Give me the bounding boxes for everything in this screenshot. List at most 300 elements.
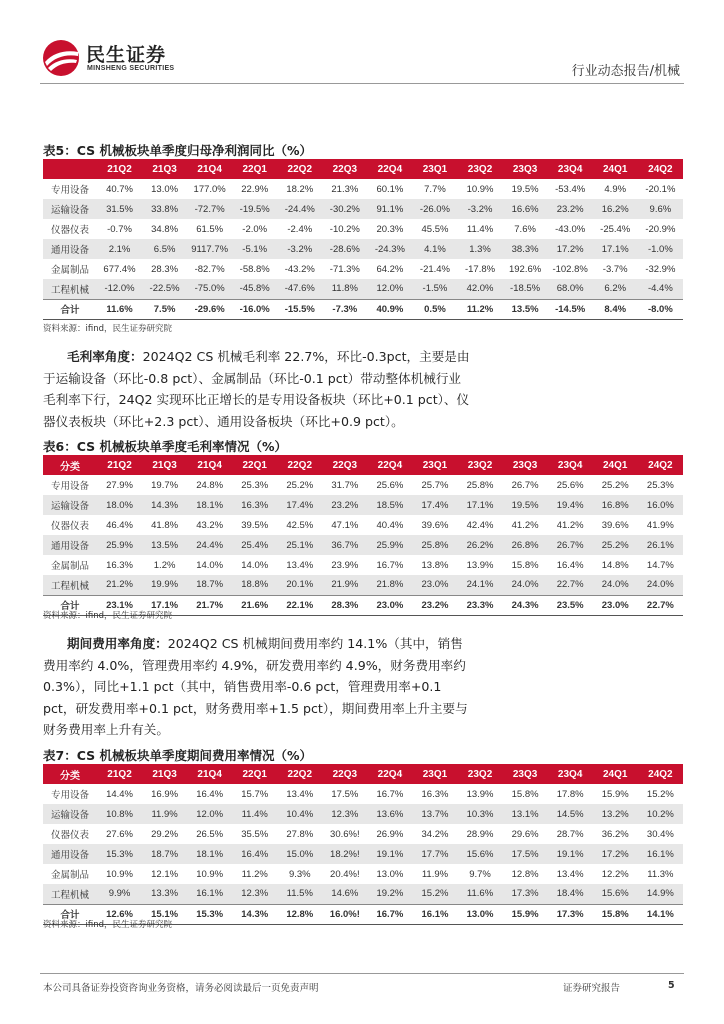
table-cell: 24.0% [638,575,683,595]
table-cell: 18.1% [187,844,232,864]
table-cell: 24.8% [196,479,224,491]
table-cell: 24.4% [187,535,232,555]
table-cell: 24.0% [503,575,548,595]
table-header-row [43,455,683,475]
table-cell: 64.2% [376,263,404,275]
table-cell: 46.4% [106,519,133,531]
table-row [43,515,683,535]
table-cell: 27.9% [106,479,133,491]
table-cell: 35.5% [241,828,269,840]
column-header-quarter: 21Q3 [142,455,187,475]
paragraph-lead: 期间费用率角度： [67,636,168,651]
table-cell: 23.2% [412,595,457,615]
column-header-quarter: 22Q3 [322,455,367,475]
table-cell: 18.4% [548,884,593,904]
table-cell: 11.4% [466,223,494,235]
row-label: 专用设备 [50,481,89,492]
table-cell: 17.7% [412,844,457,864]
row-label: 仪器仪表 [50,521,89,532]
table-cell: 16.7% [367,904,412,924]
table-row [43,279,683,299]
table-cell: -29.6% [187,299,232,319]
table-cell: -53.4% [555,183,586,195]
table-cell: 10.9% [196,868,224,880]
table-cell: 41.9% [646,519,674,531]
table-cell: 17.2% [593,844,638,864]
table-cell: 25.4% [232,535,277,555]
table-cell: 14.1% [638,904,683,924]
row-label: 运输设备 [43,804,97,824]
table-cell: 16.8% [593,495,638,515]
table-cell: -18.5% [503,279,548,299]
table-row [43,475,683,495]
table-cell: -47.6% [277,279,322,299]
table-cell: 39.5% [241,519,269,531]
table-cell: 13.3% [142,884,187,904]
table-cell: 677.4% [103,263,136,275]
row-label: 合计 [43,595,97,615]
table-cell: 15.2% [412,884,457,904]
table-cell: 41.2% [556,519,584,531]
column-header-quarter: 21Q4 [187,764,232,784]
table-cell: 12.0% [187,804,232,824]
table-cell: 13.4% [286,559,314,571]
table-cell: -3.2% [458,199,503,219]
column-header-quarter: 23Q1 [412,159,457,179]
table-cell: 9.6% [638,199,683,219]
row-label: 工程机械 [43,279,97,299]
footer-divider [40,973,684,974]
table-cell: 16.9% [151,788,179,800]
column-header-quarter: 23Q4 [548,159,593,179]
table-cell: 13.0% [458,904,503,924]
column-header-quarter: 21Q2 [97,455,142,475]
table-cell: 42.5% [286,519,314,531]
table-header-row [43,159,683,179]
table-cell: 20.4%! [330,868,360,880]
column-header-quarter: 22Q3 [322,764,367,784]
table-cell: 14.3% [142,495,187,515]
table7-title: 表7：CS 机械板块单季度期间费用率情况（%） [43,748,312,763]
table-cell: 17.8% [556,788,584,800]
table-cell: 25.2% [601,479,629,491]
table-cell: 60.1% [376,183,404,195]
table-cell: 17.2% [548,239,593,259]
table-cell: 10.8% [97,804,142,824]
table6 [43,455,683,616]
table-cell: 11.3% [647,868,674,880]
table-cell: 16.1% [638,844,683,864]
column-header-quarter: 23Q2 [458,455,503,475]
table-cell: 25.6% [376,479,404,491]
table-cell: 16.0%! [322,904,367,924]
table-cell: 26.7% [511,479,539,491]
table-cell: 22.7% [638,595,683,615]
table-cell: 10.3% [458,804,503,824]
table-cell: 17.1% [593,239,638,259]
column-header-quarter: 23Q3 [503,455,548,475]
table-cell: 26.2% [458,535,503,555]
table-cell: 13.1% [503,804,548,824]
column-header-quarter: 24Q1 [593,159,638,179]
table-cell: 23.1% [97,595,142,615]
table-cell: 17.4% [277,495,322,515]
row-label: 工程机械 [43,884,97,904]
table-cell: 17.1% [142,595,187,615]
table-cell: 24.1% [458,575,503,595]
table-cell: 23.2% [322,495,367,515]
table-cell: -102.8% [552,263,588,275]
table-cell: 11.2% [458,299,503,319]
column-header-quarter: 24Q2 [638,455,683,475]
table-cell: 13.0% [151,183,179,195]
page-header [40,38,684,84]
table-cell: 39.6% [421,519,449,531]
table-cell: 13.4% [286,788,314,800]
table-cell: 16.3% [421,788,449,800]
table-cell: 47.1% [331,519,359,531]
table-cell: 16.7% [376,788,404,800]
table-cell: 18.7% [187,575,232,595]
table5 [43,159,683,320]
table-cell: -26.0% [412,199,457,219]
table-cell: 16.2% [593,199,638,219]
column-header-quarter: 21Q2 [97,764,142,784]
table-cell: 26.9% [376,828,404,840]
table-cell: -82.7% [194,263,225,275]
table-cell: 43.2% [196,519,224,531]
table-cell: 15.8% [511,788,539,800]
table-cell: 39.6% [601,519,629,531]
table-cell: -32.9% [645,263,676,275]
table-cell: 7.7% [424,183,446,195]
table-cell: -3.7% [602,263,628,275]
table-cell: 17.1% [458,495,503,515]
column-header-quarter: 23Q2 [458,764,503,784]
column-header-quarter: 24Q1 [593,455,638,475]
table-total-row [43,299,683,319]
column-header-quarter: 22Q1 [232,455,277,475]
table-cell: -3.2% [277,239,322,259]
table-cell: 22.7% [548,575,593,595]
table-cell: 16.6% [503,199,548,219]
table-cell: -4.4% [638,279,683,299]
table-cell: 11.8% [322,279,367,299]
column-header-quarter: 23Q1 [412,764,457,784]
table-cell: 23.9% [331,559,359,571]
table-cell: 13.2% [593,804,638,824]
table-cell: 14.5% [548,804,593,824]
table-cell: -14.5% [548,299,593,319]
table-cell: 7.6% [514,223,536,235]
table-cell: 15.8% [593,904,638,924]
footer-label: 证券研究报告 [563,983,621,994]
paragraph-text: 2024Q2 CS 机械期间费用率约 14.1%（其中，销售费用率约 4.0%，管理费用率约 4.9%，研发费用率约 4.9%，财务费用率约 0.3%），同比+1.1 pct（其中，销售费用率-0.6 pct，管理费用率+0.1 pct，研发费用率+0.1 pct，财务费用率+1.5 pct），期间费用率上升主要与财务费用率上升有关。 [43,636,468,737]
table-cell: -75.0% [187,279,232,299]
table-cell: 34.2% [421,828,449,840]
table-cell: -8.0% [638,299,683,319]
table-cell: 13.9% [466,559,494,571]
table-cell: 29.6% [511,828,539,840]
table-cell: 14.3% [232,904,277,924]
table-cell: -24.3% [367,239,412,259]
table-cell: -72.7% [187,199,232,219]
table-cell: 19.1% [367,844,412,864]
table-row [43,239,683,259]
minsheng-logo-icon [40,38,82,78]
table-cell: 25.9% [97,535,142,555]
table-cell: 41.2% [511,519,539,531]
table-cell: 23.0% [593,595,638,615]
paragraph-lead: 毛利率角度： [67,349,143,364]
table-cell: 13.4% [556,868,584,880]
table-cell: 22.9% [241,183,269,195]
row-label: 通用设备 [43,535,97,555]
table-cell: 17.3% [503,884,548,904]
table-cell: 19.4% [548,495,593,515]
table-cell: 12.0% [367,279,412,299]
column-header-category: 分类 [43,455,97,475]
table-cell: -15.5% [277,299,322,319]
table-cell: 13.9% [466,788,494,800]
table-cell: -71.3% [329,263,360,275]
table-cell: 61.5% [196,223,224,235]
table-cell: 14.0% [241,559,269,571]
table-cell: 11.9% [142,804,187,824]
table-cell: -25.4% [600,223,631,235]
table-cell: 25.9% [367,535,412,555]
table-cell: 15.2% [646,788,674,800]
table7 [43,764,683,925]
row-label: 专用设备 [50,790,89,801]
table-cell: -0.7% [107,223,132,235]
table5-title: 表5：CS 机械板块单季度归母净利润同比（%） [43,143,312,158]
table-cell: -58.8% [239,263,270,275]
table-cell: 12.3% [322,804,367,824]
table-cell: 9117.7% [187,239,232,259]
table-cell: 177.0% [193,183,226,195]
table-cell: 42.4% [466,519,494,531]
column-header-quarter: 21Q3 [142,764,187,784]
table-cell: 13.0% [376,868,404,880]
column-header-quarter: 24Q2 [638,764,683,784]
company-logo [40,38,220,80]
logo-cn-text: 民生证券 [86,44,167,66]
table-cell: 24.0% [593,575,638,595]
table-cell: 40.9% [367,299,412,319]
column-header-quarter: 22Q2 [277,764,322,784]
page-number: 5 [668,980,675,991]
table-row [43,824,683,844]
table-cell: -20.1% [645,183,676,195]
table-cell: 34.8% [151,223,179,235]
column-header-quarter: 22Q4 [367,455,412,475]
table-cell: 25.1% [277,535,322,555]
table-row [43,784,683,804]
table-cell: 11.2% [241,868,268,880]
table-cell: 28.7% [556,828,584,840]
table-cell: -17.8% [464,263,496,275]
row-label: 通用设备 [43,844,97,864]
table-cell: 36.2% [601,828,629,840]
table-cell: 13.6% [367,804,412,824]
table-cell: 15.3% [97,844,142,864]
table-cell: 6.5% [142,239,187,259]
column-header-quarter: 23Q4 [548,764,593,784]
table-cell: 23.3% [458,595,503,615]
table-cell: 12.8% [277,904,322,924]
table-cell: 40.7% [106,183,133,195]
column-header-quarter: 23Q3 [503,764,548,784]
row-label: 仪器仪表 [50,225,89,236]
column-header-quarter: 23Q1 [412,455,457,475]
table-cell: 25.3% [646,479,674,491]
table-cell: 15.9% [601,788,629,800]
row-label: 通用设备 [43,239,97,259]
table-cell: 9.7% [469,868,491,880]
table-cell: 68.0% [548,279,593,299]
table-cell: -30.2% [322,199,367,219]
table-cell: 30.6%! [330,828,360,840]
table-cell: 14.8% [601,559,629,571]
table-cell: 13.5% [142,535,187,555]
table-cell: 15.3% [187,904,232,924]
table5-source: 资料来源：ifind，民生证券研究院 [43,324,172,334]
table-cell: 16.4% [196,788,224,800]
table-cell: 22.1% [277,595,322,615]
table-cell: -1.0% [638,239,683,259]
table-cell: 10.4% [277,804,322,824]
table-cell: 12.6% [97,904,142,924]
table-cell: 14.6% [322,884,367,904]
table-cell: -43.0% [555,223,586,235]
table-row [43,804,683,824]
table-cell: 14.4% [106,788,133,800]
column-header-category [43,159,97,179]
table-cell: 20.3% [376,223,404,235]
table-cell: 18.2% [286,183,314,195]
table-cell: 40.4% [376,519,404,531]
table-cell: 15.1% [142,904,187,924]
column-header-quarter: 22Q1 [232,159,277,179]
table-cell: -5.1% [232,239,277,259]
column-header-quarter: 23Q2 [458,159,503,179]
table-row [43,259,683,279]
column-header-quarter: 22Q3 [322,159,367,179]
table-cell: 16.3% [232,495,277,515]
table-cell: 17.4% [412,495,457,515]
table-cell: 21.8% [367,575,412,595]
table-cell: 26.7% [548,535,593,555]
table-cell: 21.7% [187,595,232,615]
footer-disclaimer: 本公司具备证券投资咨询业务资格，请务必阅读最后一页免责声明 [43,983,319,994]
column-header-quarter: 24Q1 [593,764,638,784]
table-cell: 16.4% [232,844,277,864]
column-header-category: 分类 [43,764,97,784]
row-label: 合计 [43,904,97,924]
table-cell: 19.5% [511,183,539,195]
table-cell: 17.5% [331,788,359,800]
table-cell: -43.2% [284,263,315,275]
table-row [43,884,683,904]
table-cell: 19.1% [548,844,593,864]
table-cell: 16.3% [106,559,133,571]
table-row [43,535,683,555]
table-cell: 17.3% [548,904,593,924]
table-row [43,495,683,515]
table-cell: 16.0% [638,495,683,515]
row-label: 金属制品 [50,561,89,572]
table-cell: 16.7% [376,559,404,571]
paragraph-text: 2024Q2 CS 机械毛利率 22.7%，环比-0.3pct，主要是由于运输设备（环比-0.8 pct）、金属制品（环比-0.1 pct）带动整体机械行业毛利率下行，24Q2 实现环比正增长的是专用设备板块（环比+0.1 pct）、仪器仪表板块（环比+2.3 pct）、通用设备板块（环比+0.9 pct）。 [43,349,470,429]
table-cell: 9.3% [288,868,311,880]
table-cell: 30.4% [646,828,674,840]
table-cell: 14.0% [196,559,224,571]
table-cell: 11.6% [458,884,503,904]
table-cell: 20.1% [277,575,322,595]
table-cell: 91.1% [367,199,412,219]
table-cell: 10.2% [638,804,683,824]
table-cell: 13.5% [503,299,548,319]
table-cell: 26.1% [638,535,683,555]
row-label: 专用设备 [50,185,89,196]
table-cell: -2.4% [287,223,313,235]
column-header-quarter: 23Q4 [548,455,593,475]
table-cell: 14.7% [646,559,674,571]
table-cell: 1.3% [458,239,503,259]
table-cell: -45.8% [232,279,277,299]
table-cell: 31.5% [97,199,142,219]
table-cell: 45.5% [421,223,449,235]
table-cell: 18.0% [97,495,142,515]
table-cell: 23.0% [412,575,457,595]
table-cell: 13.8% [421,559,449,571]
table-cell: 12.3% [232,884,277,904]
table-cell: 12.1% [151,868,179,880]
column-header-quarter: 23Q3 [503,159,548,179]
table-cell: -28.6% [322,239,367,259]
table-cell: 7.5% [142,299,187,319]
table-cell: 18.8% [232,575,277,595]
table-cell: 11.6% [97,299,142,319]
logo-en-text: MINSHENG SECURITIES [87,65,175,72]
table-cell: 15.6% [458,844,503,864]
column-header-quarter: 21Q4 [187,159,232,179]
table-cell: 42.0% [458,279,503,299]
table-cell: 1.2% [153,559,176,571]
table-row [43,864,683,884]
table-cell: 29.2% [151,828,179,840]
table-cell: 15.0% [277,844,322,864]
table-cell: 24.3% [503,595,548,615]
table-cell: 13.7% [412,804,457,824]
table-cell: 19.9% [142,575,187,595]
table-cell: 15.7% [241,788,269,800]
table6-title: 表6：CS 机械板块单季度毛利率情况（%） [43,439,287,454]
table-cell: 25.8% [412,535,457,555]
table-cell: 4.9% [604,183,627,195]
row-label: 运输设备 [43,199,97,219]
column-header-quarter: 21Q3 [142,159,187,179]
table-cell: 15.6% [593,884,638,904]
row-label: 金属制品 [50,265,89,276]
table-cell: 25.3% [241,479,269,491]
table-cell: 11.9% [421,868,449,880]
table-cell: -22.5% [142,279,187,299]
table-cell: -24.4% [277,199,322,219]
table-cell: -19.5% [232,199,277,219]
table-cell: 16.4% [556,559,584,571]
